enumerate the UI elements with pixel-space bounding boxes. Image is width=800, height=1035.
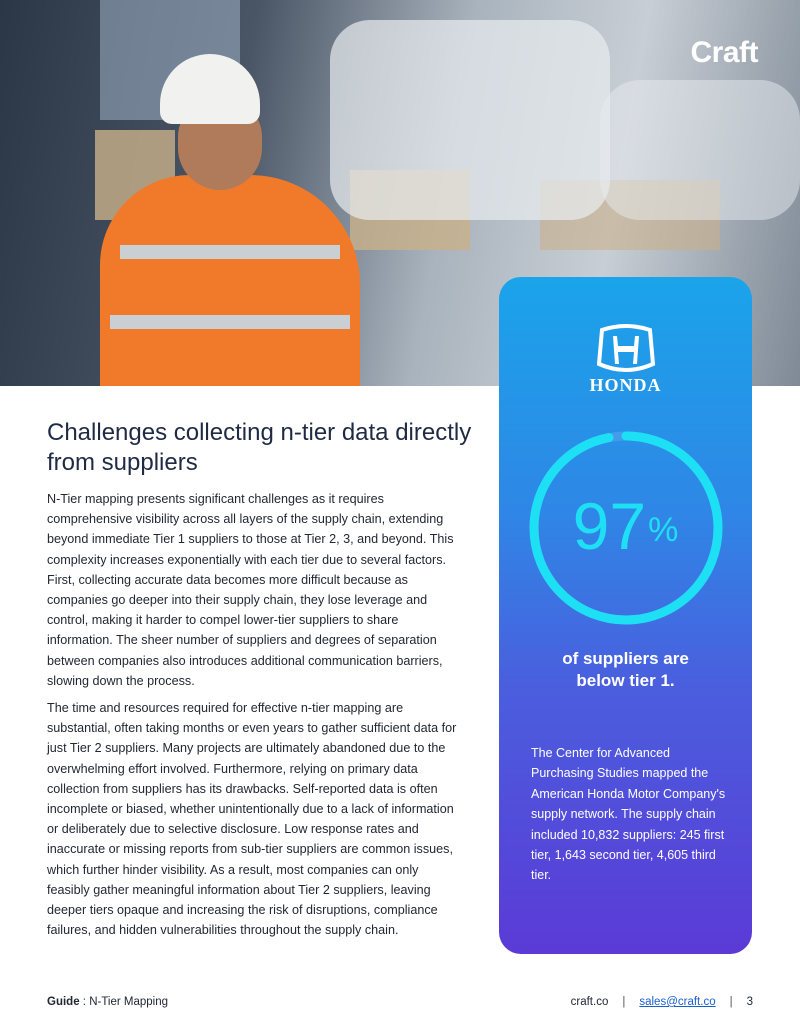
- card-description: The Center for Advanced Purchasing Studies mapped the American Honda Motor Company's supply network. The supply chain included 10,832 suppliers: 245 first tier, 1,643 second tier, 4,605 third tier.: [531, 746, 726, 883]
- stat-number: 97: [572, 489, 647, 563]
- worker-vest-graphic: [100, 175, 360, 386]
- machine-graphic: [600, 80, 800, 220]
- footer-guide-separator: :: [79, 996, 90, 1008]
- page-number: 3: [746, 996, 753, 1008]
- honda-h-emblem-icon: [596, 324, 656, 374]
- footer-links: [571, 996, 753, 1008]
- honda-stat-card: [499, 277, 752, 954]
- stat-unit: %: [648, 511, 679, 549]
- footer-guide-title: N-Tier Mapping: [89, 996, 169, 1008]
- stat-caption: of suppliers are below tier 1.: [562, 649, 689, 690]
- vest-stripe-graphic: [110, 315, 350, 329]
- footer-guide: [47, 996, 168, 1008]
- honda-wordmark: HONDA: [589, 375, 662, 395]
- stat-value: [499, 489, 752, 563]
- body-paragraph: N-Tier mapping presents significant challenges as it requires comprehensive visibility across all layers of the supply chain, extending beyond immediate Tier 1 suppliers to those at Tier 2, 3, and beyond. This complexity increases exponentially with each tier due to several factors. First, collecting accurate data becomes more difficult because as companies go deeper into their supply chain, they lose leverage and control, making it harder to compel lower-tier suppliers to share information. The sheer number of suppliers and degrees of separation between companies also introduces additional communication barriers, slowing down the process.: [47, 492, 454, 688]
- footer-divider: |: [729, 996, 733, 1008]
- footer-divider: |: [622, 996, 626, 1008]
- footer-site-link[interactable]: craft.co: [570, 996, 609, 1008]
- vest-stripe-graphic: [120, 245, 340, 259]
- machine-graphic: [330, 20, 610, 220]
- page-title: Challenges collecting n-tier data directly from suppliers: [47, 419, 472, 476]
- footer-email-link[interactable]: sales@craft.co: [639, 996, 716, 1008]
- craft-logo: Craft: [690, 36, 758, 69]
- body-paragraph: The time and resources required for effective n-tier mapping are substantial, often taking months or even years to gather sufficient data for just Tier 2 suppliers. Many projects are ultimately abandoned due to the overwhelming effort involved. Furthermore, relying on primary data collection from suppliers has its drawbacks. Self-reported data is often incomplete or biased, whether unintentionally due to a lack of information or deliberately due to selective disclosure. Low response rates and inaccurate or missing reports from sub-tier suppliers are common issues, which further hinder visibility. As a result, most companies can only feasibly gather meaningful information about Tier 2 suppliers, leaving deeper tiers opaque and increasing the risk of disruptions, compliance failures, and hidden vulnerabilities throughout the supply chain.: [47, 701, 457, 938]
- footer-guide-label: Guide: [47, 996, 80, 1008]
